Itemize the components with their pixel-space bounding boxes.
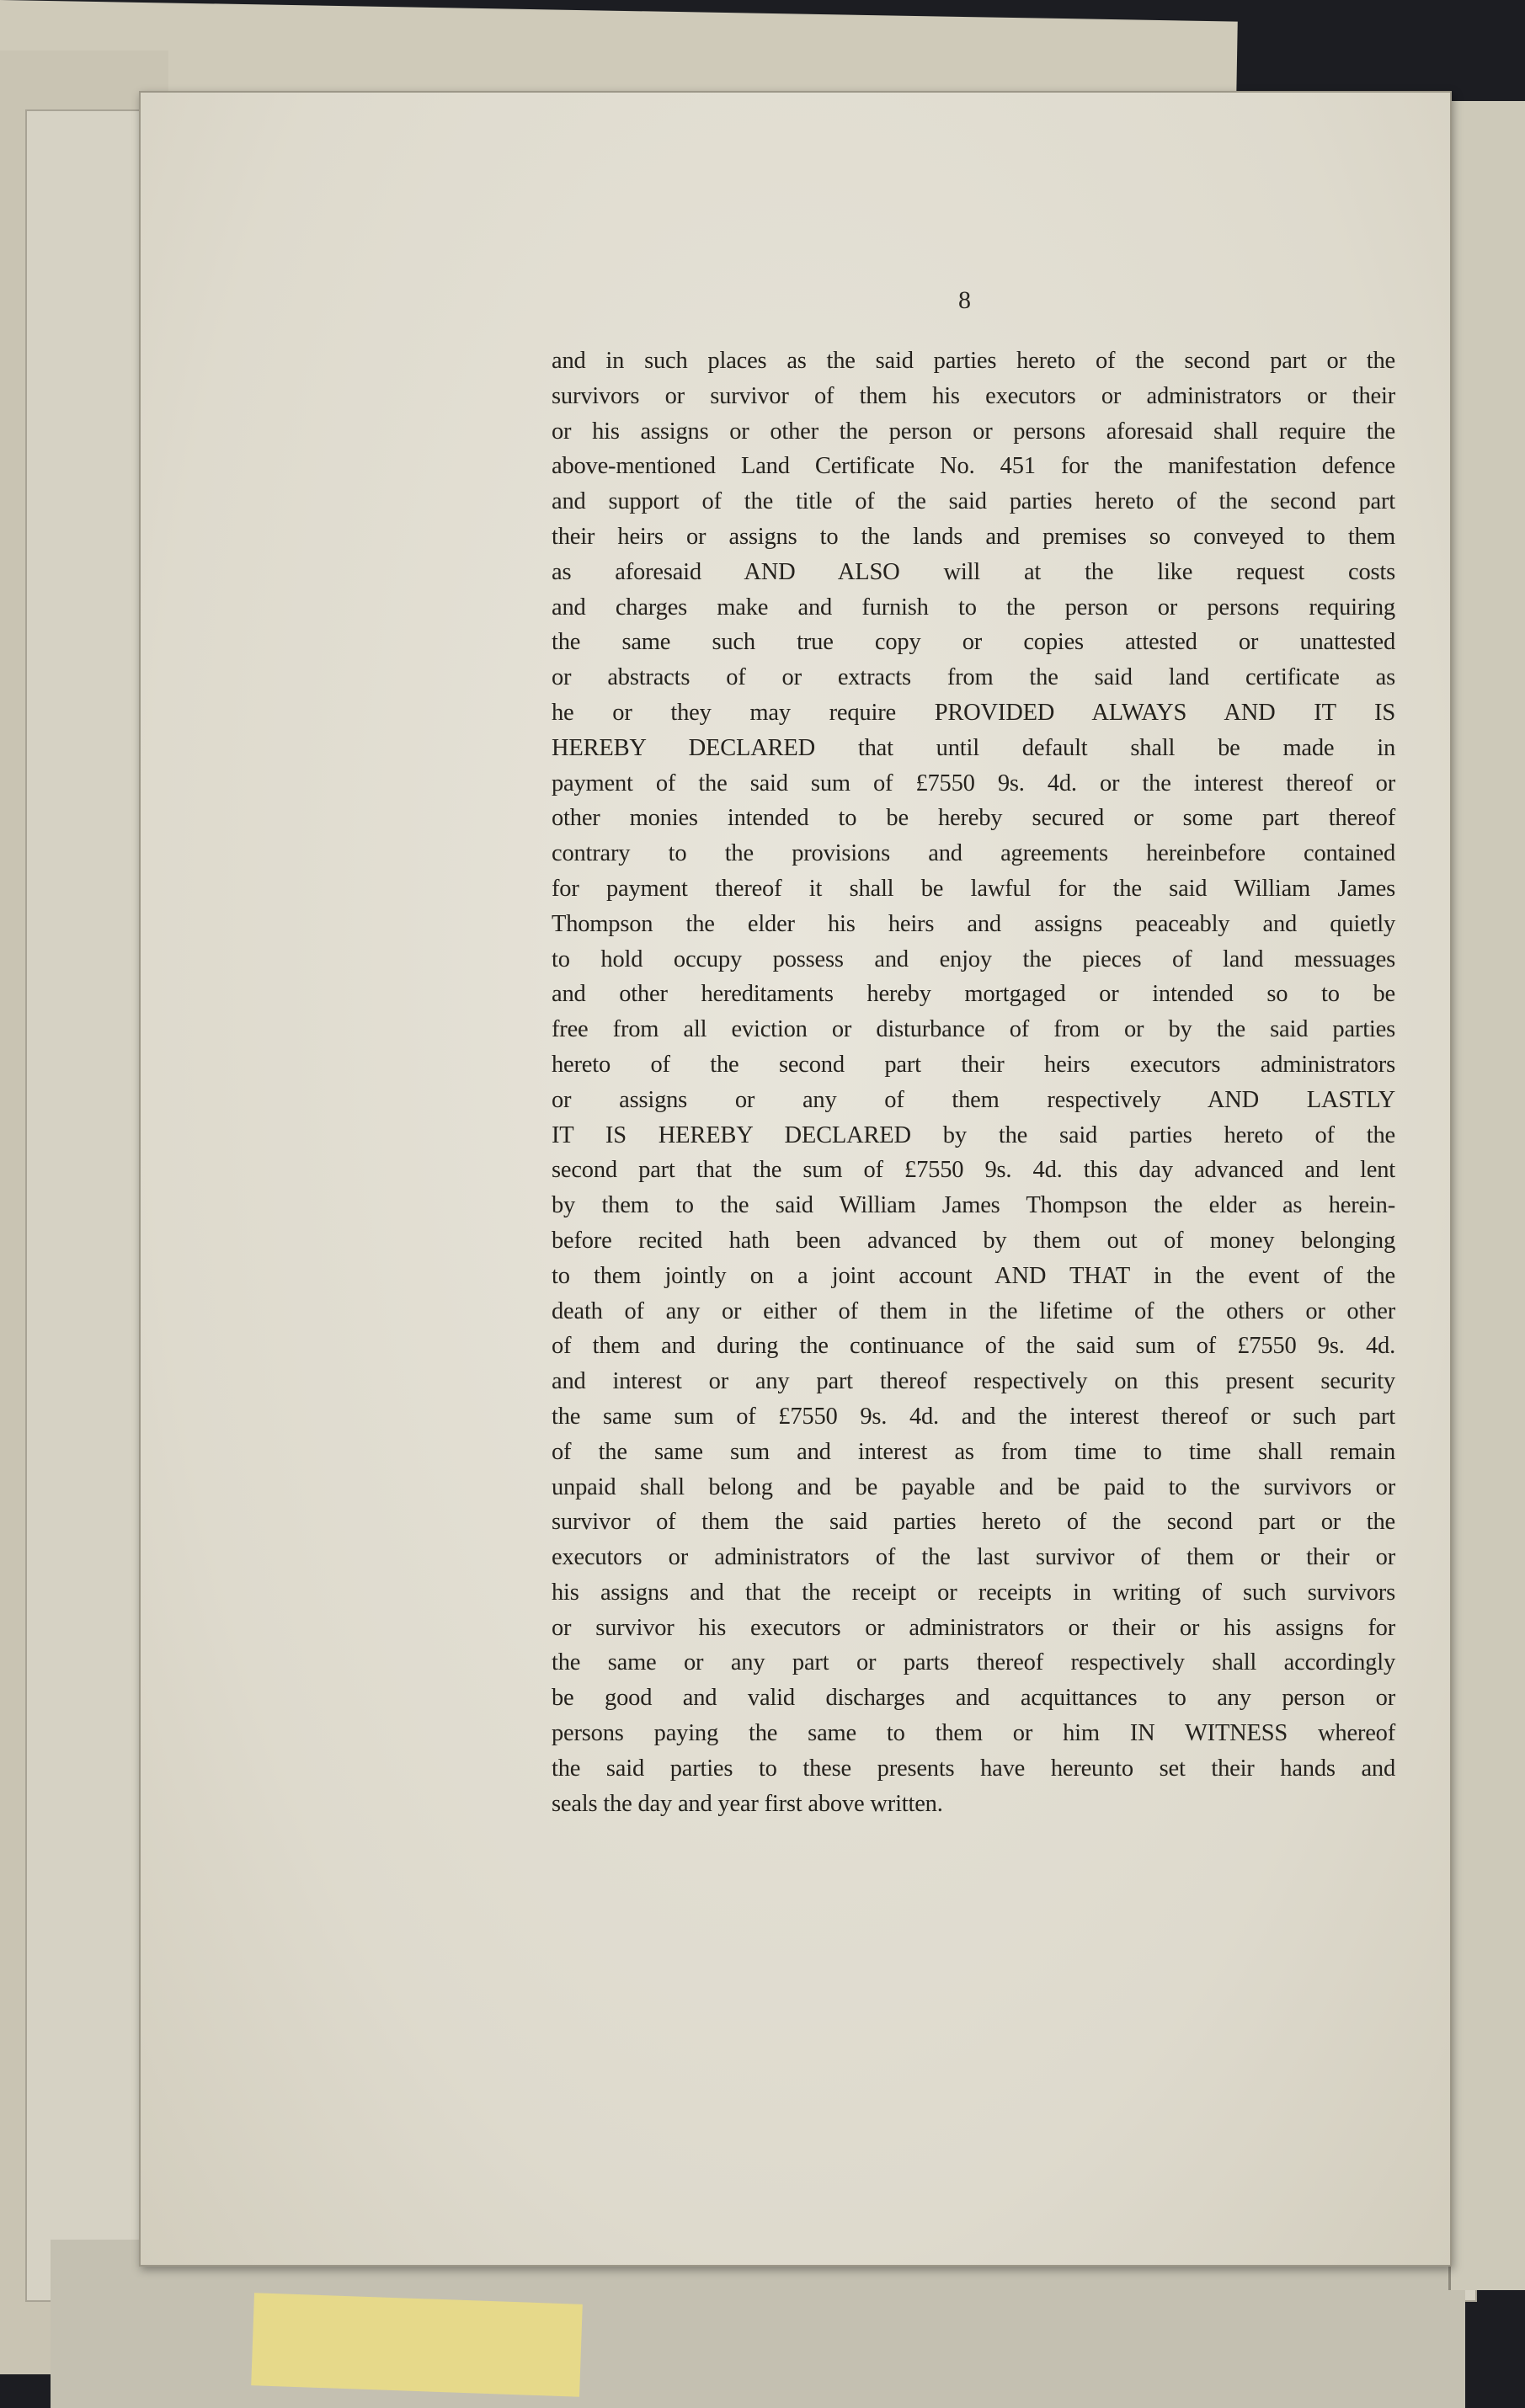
text-line: and interest or any part thereof respectively on this present security — [552, 1368, 1395, 1395]
text-line: to hold occupy possess and enjoy the pieces of land messuages — [552, 946, 1395, 972]
text-line: of the same sum and interest as from time to time shall remain — [552, 1438, 1395, 1465]
yellow-slip — [251, 2293, 583, 2397]
text-line: payment of the said sum of £7550 9s. 4d. or the interest thereof or — [552, 770, 1395, 796]
text-line: free from all eviction or disturbance of from or by the said parties — [552, 1016, 1395, 1043]
text-line: seals the day and year first above written. — [552, 1790, 943, 1817]
binding-edge — [1448, 101, 1525, 2290]
text-line: the said parties to these presents have hereunto set their hands and — [552, 1755, 1395, 1782]
text-line: the same such true copy or copies attested or unattested — [552, 629, 1395, 656]
text-line: or his assigns or other the person or persons aforesaid shall require the — [552, 418, 1395, 445]
text-line: second part that the sum of £7550 9s. 4d. this day advanced and lent — [552, 1157, 1395, 1184]
text-line: to them jointly on a joint account AND THAT in the event of the — [552, 1262, 1395, 1289]
text-line: or assigns or any of them respectively AND LASTLY — [552, 1086, 1395, 1113]
text-line: as aforesaid AND ALSO will at the like request costs — [552, 558, 1395, 585]
text-line: executors or administrators of the last survivor of them or their or — [552, 1544, 1395, 1571]
text-line: and support of the title of the said parties hereto of the second part — [552, 488, 1395, 515]
text-line: and charges make and furnish to the person or persons requiring — [552, 594, 1395, 621]
text-line: be good and valid discharges and acquittances to any person or — [552, 1685, 1395, 1712]
text-line: unpaid shall belong and be payable and be paid to the survivors or — [552, 1473, 1395, 1500]
text-line: the same sum of £7550 9s. 4d. and the interest thereof or such part — [552, 1403, 1395, 1430]
text-line: survivors or survivor of them his executors or administrators or their — [552, 382, 1395, 409]
text-line: his assigns and that the receipt or receipts in writing of such survivors — [552, 1579, 1395, 1606]
text-line: survivor of them the said parties hereto of the second part or the — [552, 1509, 1395, 1536]
text-line: contrary to the provisions and agreements hereinbefore contained — [552, 840, 1395, 867]
text-line: by them to the said William James Thompson the elder as herein- — [552, 1192, 1395, 1219]
text-line: hereto of the second part their heirs executors administrators — [552, 1051, 1395, 1078]
text-line: other monies intended to be hereby secured or some part thereof — [552, 805, 1395, 832]
body-text — [552, 344, 1395, 1821]
text-line: before recited hath been advanced by them out of money belonging — [552, 1227, 1395, 1254]
text-line: or abstracts of or extracts from the said land certificate as — [552, 664, 1395, 691]
text-line: the same or any part or parts thereof respectively shall accordingly — [552, 1649, 1395, 1676]
text-line: above-mentioned Land Certificate No. 451 for the manifestation defence — [552, 453, 1395, 480]
text-line: he or they may require PROVIDED ALWAYS AND IT IS — [552, 699, 1395, 726]
text-line: Thompson the elder his heirs and assigns peaceably and quietly — [552, 910, 1395, 937]
page-number: 8 — [958, 286, 971, 314]
text-line: and in such places as the said parties hereto of the second part or the — [552, 348, 1395, 374]
text-line: for payment thereof it shall be lawful for the said William James — [552, 875, 1395, 902]
text-line: or survivor his executors or administrators or their or his assigns for — [552, 1614, 1395, 1641]
text-line: HEREBY DECLARED that until default shall be made in — [552, 734, 1395, 761]
text-line: their heirs or assigns to the lands and premises so conveyed to them — [552, 523, 1395, 550]
text-line: death of any or either of them in the lifetime of the others or other — [552, 1297, 1395, 1324]
text-line: and other hereditaments hereby mortgaged or intended so to be — [552, 981, 1395, 1008]
text-line: of them and during the continuance of the said sum of £7550 9s. 4d. — [552, 1333, 1395, 1360]
text-line: persons paying the same to them or him IN WITNESS whereof — [552, 1720, 1395, 1747]
text-line: IT IS HEREBY DECLARED by the said parties hereto of the — [552, 1121, 1395, 1148]
